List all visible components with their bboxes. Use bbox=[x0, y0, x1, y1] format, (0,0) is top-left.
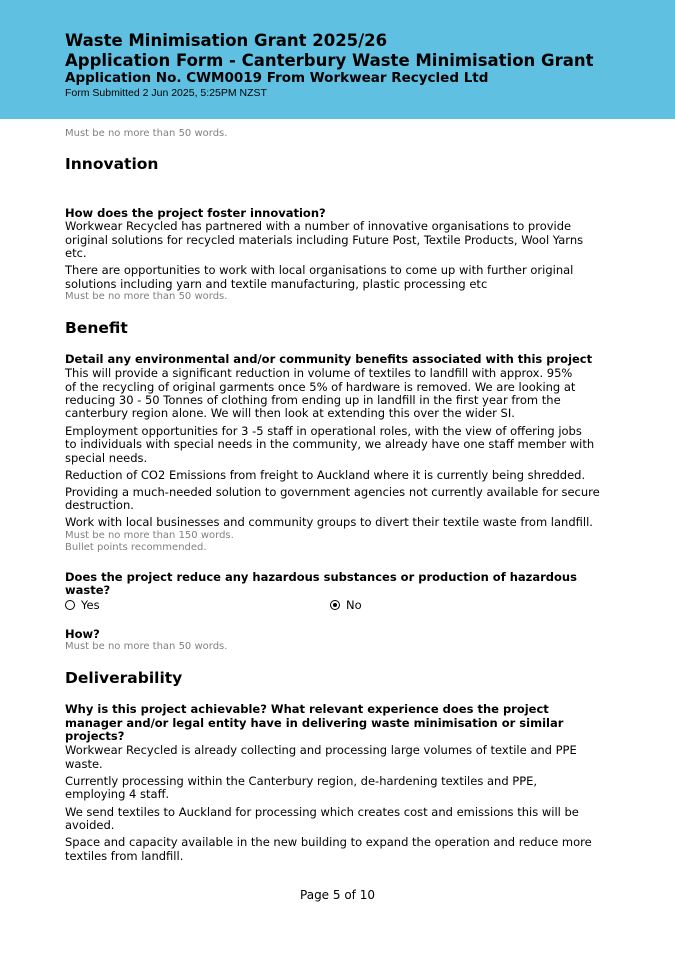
answer-deliverability-line: Currently processing within the Canterbury region, de-hardening textiles and PPE, bbox=[65, 774, 538, 788]
answer-deliverability-line: We send textiles to Auckland for processing which creates cost and emissions this will be bbox=[65, 805, 579, 819]
answer-benefit-line: destruction. bbox=[65, 498, 134, 512]
question-deliverability: projects? bbox=[65, 729, 125, 743]
answer-deliverability-line: textiles from landfill. bbox=[65, 849, 184, 863]
page-number: Page 5 of 10 bbox=[300, 888, 375, 902]
answer-benefit-line: Reduction of CO2 Emissions from freight to Auckland where it is currently being shredded. bbox=[65, 468, 586, 482]
question-deliverability: manager and/or legal entity have in delivering waste minimisation or similar bbox=[65, 716, 564, 730]
answer-benefit-line: Work with local businesses and community groups to divert their textile waste from landfill. bbox=[65, 515, 593, 529]
radio-yes-label: Yes bbox=[81, 598, 100, 612]
answer-innovation-line: Workwear Recycled has partnered with a number of innovative organisations to provide bbox=[65, 219, 572, 233]
answer-benefit-line: This will provide a significant reduction in volume of textiles to landfill with approx. 95% bbox=[65, 366, 573, 380]
page-header bbox=[0, 0, 675, 119]
radio-option-no[interactable] bbox=[330, 598, 480, 612]
answer-deliverability-line: employing 4 staff. bbox=[65, 787, 170, 801]
answer-benefit-line: Employment opportunities for 3 -5 staff in operational roles, with the view of offering jobs bbox=[65, 424, 582, 438]
word-limit-hint: Must be no more than 50 words. bbox=[65, 128, 228, 139]
answer-deliverability-line: Space and capacity available in the new building to expand the operation and reduce more bbox=[65, 835, 592, 849]
bullet-points-hint: Bullet points recommended. bbox=[65, 542, 207, 553]
answer-benefit-line: reducing 30 - 50 Tonnes of clothing from ending up in landfill in the first year from the bbox=[65, 393, 561, 407]
application-number: Application No. CWM0019 From Workwear Recycled Ltd bbox=[65, 70, 489, 86]
question-benefit: Detail any environmental and/or community benefits associated with this project bbox=[65, 352, 593, 366]
answer-benefit-line: canterbury region alone. We will then look at extending this over the wider SI. bbox=[65, 406, 515, 420]
answer-benefit-line: of the recycling of original garments once 5% of hardware is removed. We are looking at bbox=[65, 380, 576, 394]
question-hazardous: waste? bbox=[65, 583, 111, 597]
section-heading-deliverability: Deliverability bbox=[65, 669, 183, 687]
answer-deliverability-line: Workwear Recycled is already collecting and processing large volumes of textile and PPE bbox=[65, 743, 577, 757]
word-limit-hint: Must be no more than 50 words. bbox=[65, 641, 228, 652]
radio-yes-icon[interactable] bbox=[65, 600, 75, 610]
answer-deliverability-line: avoided. bbox=[65, 818, 115, 832]
section-heading-benefit: Benefit bbox=[65, 319, 128, 337]
word-limit-hint: Must be no more than 50 words. bbox=[65, 291, 228, 302]
radio-no-icon[interactable] bbox=[330, 600, 340, 610]
word-limit-hint: Must be no more than 150 words. bbox=[65, 530, 234, 541]
answer-benefit-line: Providing a much-needed solution to government agencies not currently available for secure bbox=[65, 485, 600, 499]
question-deliverability: Why is this project achievable? What relevant experience does the project bbox=[65, 702, 549, 716]
answer-innovation-line: etc. bbox=[65, 246, 87, 260]
answer-innovation-line: There are opportunities to work with local organisations to come up with further original bbox=[65, 263, 574, 277]
submission-date: Form Submitted 2 Jun 2025, 5:25PM NZST bbox=[65, 87, 267, 99]
question-innovation: How does the project foster innovation? bbox=[65, 206, 326, 220]
answer-benefit-line: to individuals with special needs in the community, we already have one staff member with bbox=[65, 437, 595, 451]
radio-no-label: No bbox=[346, 598, 362, 612]
question-hazardous: Does the project reduce any hazardous substances or production of hazardous bbox=[65, 570, 577, 584]
document-title: Waste Minimisation Grant 2025/26 bbox=[65, 31, 388, 50]
answer-deliverability-line: waste. bbox=[65, 757, 103, 771]
radio-option-yes[interactable] bbox=[65, 598, 265, 612]
answer-innovation-line: solutions including yarn and textile manufacturing, plastic processing etc bbox=[65, 277, 488, 291]
answer-innovation-line: original solutions for recycled materials including Future Post, Textile Products, Wool Yarns bbox=[65, 233, 584, 247]
form-title: Application Form - Canterbury Waste Minimisation Grant bbox=[65, 51, 594, 70]
question-how: How? bbox=[65, 627, 100, 641]
answer-benefit-line: special needs. bbox=[65, 451, 148, 465]
section-heading-innovation: Innovation bbox=[65, 155, 159, 173]
